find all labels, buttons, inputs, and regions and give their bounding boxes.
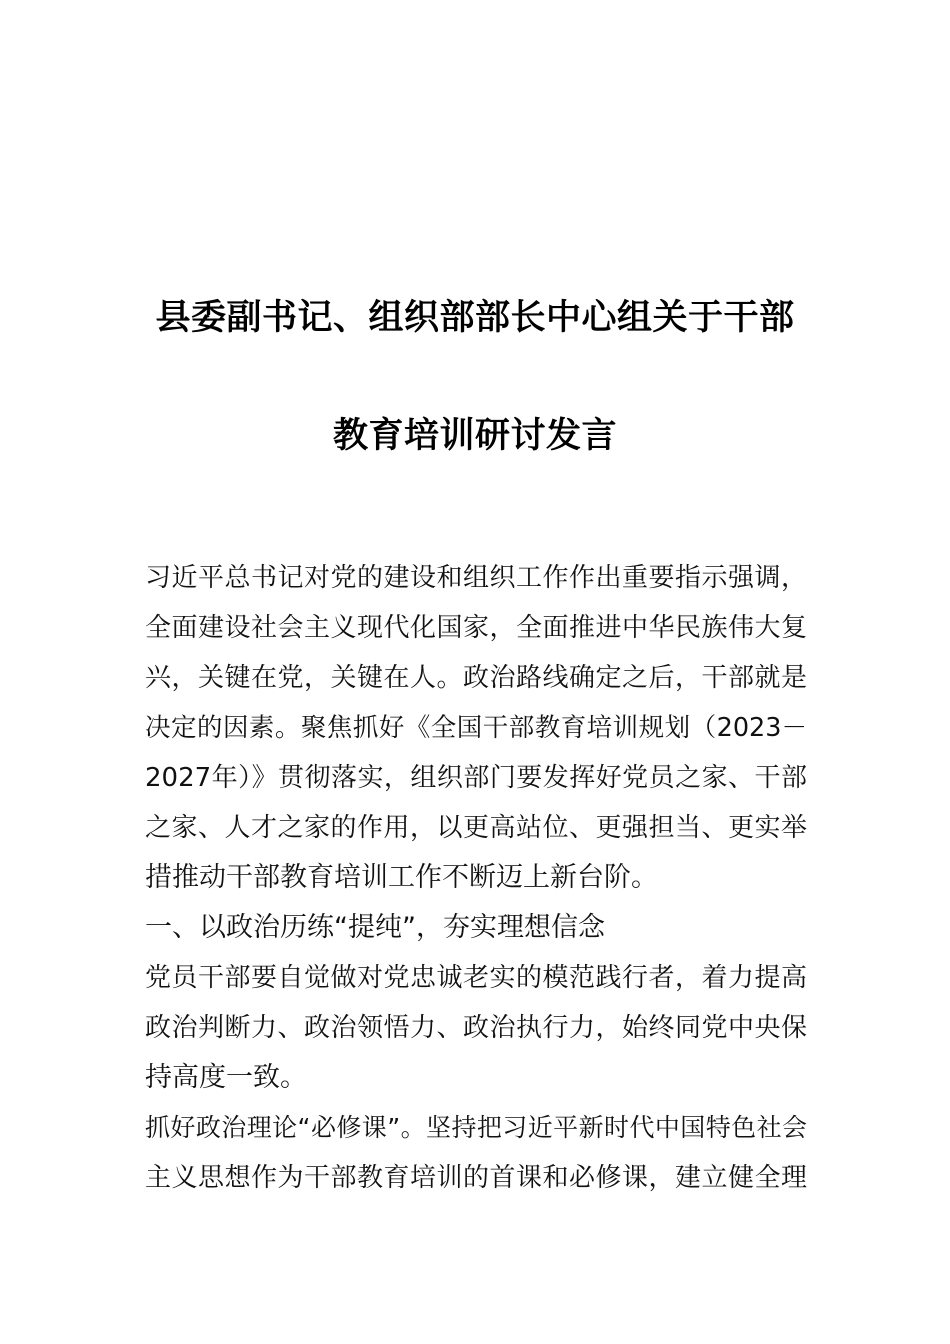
section-heading: 一、以政治历练“提纯”，夯实理想信念 [145, 912, 605, 943]
body-line: 党员干部要自觉做对党忠诚老实的模范践行者，着力提高 [145, 963, 807, 993]
body-line: 主义思想作为干部教育培训的首课和必修课，建立健全理 [145, 1163, 807, 1193]
body-line: 习近平总书记对党的建设和组织工作作出重要指示强调， [145, 563, 807, 593]
body-line: 兴，关键在党，关键在人。政治路线确定之后，干部就是 [145, 663, 807, 693]
body-line: 持高度一致。 [145, 1062, 307, 1093]
document-title-line-1: 县委副书记、组织部部长中心组关于干部 [155, 298, 795, 338]
document-title-line-2: 教育培训研讨发言 [332, 416, 617, 456]
body-line: 之家、人才之家的作用，以更高站位、更强担当、更实举 [145, 813, 807, 843]
body-line: 政治判断力、政治领悟力、政治执行力，始终同党中央保 [145, 1013, 807, 1043]
body-line: 抓好政治理论“必修课”。坚持把习近平新时代中国特色社会 [145, 1113, 807, 1142]
body-line: 措推动干部教育培训工作不断迈上新台阶。 [145, 862, 658, 893]
body-line: 2027年）》贯彻落实，组织部门要发挥好党员之家、干部 [145, 763, 807, 793]
body-line: 全面建设社会主义现代化国家，全面推进中华民族伟大复 [145, 613, 807, 643]
document-body [145, 553, 807, 1203]
body-line: 决定的因素。聚焦抓好《全国干部教育培训规划（2023－ [145, 713, 807, 743]
